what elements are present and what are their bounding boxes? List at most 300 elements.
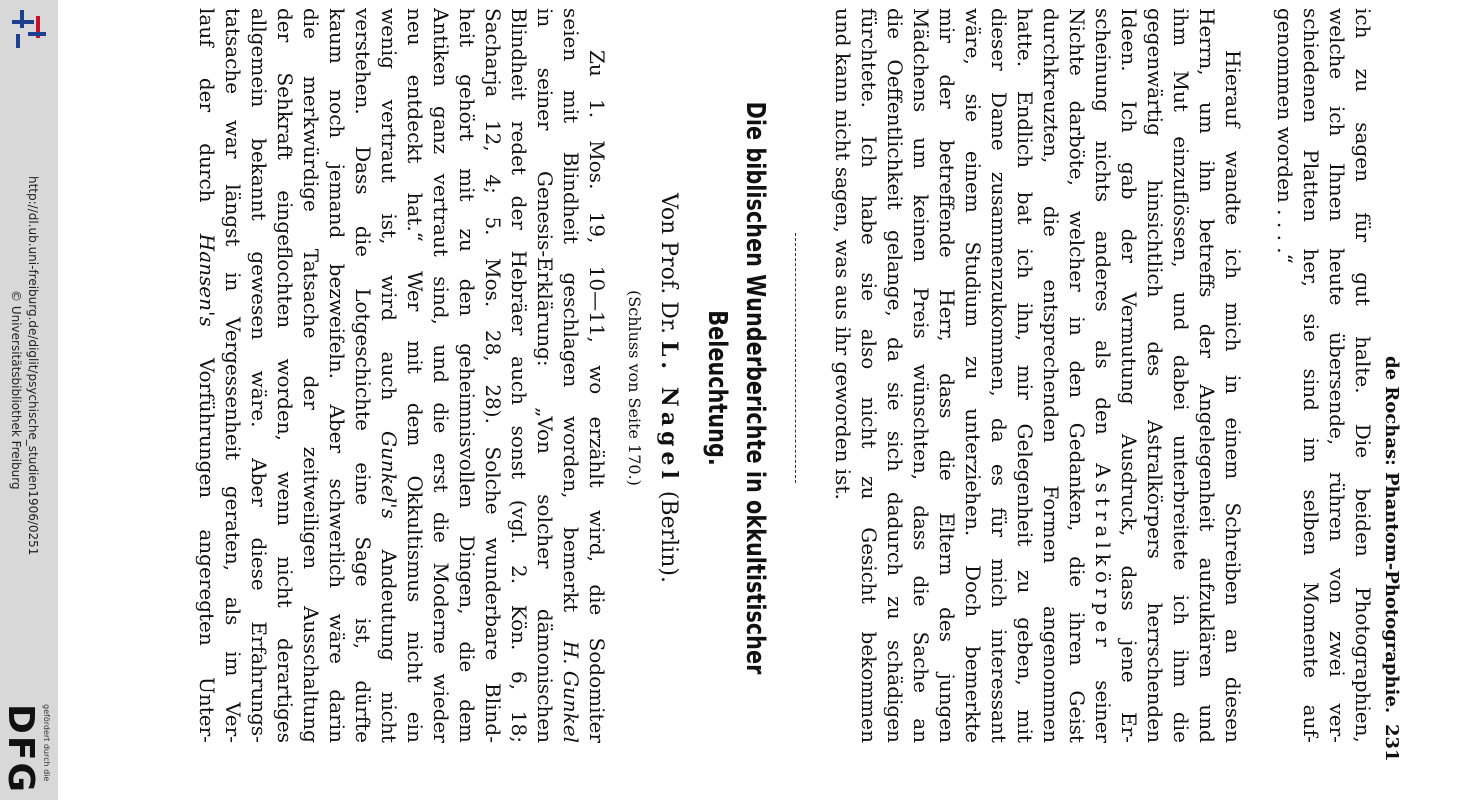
page-number: 231 (1381, 724, 1402, 762)
word: in (533, 8, 557, 28)
text-line (246, 8, 272, 743)
word: die (585, 584, 609, 616)
word: 6, (507, 671, 531, 691)
word: Wer (403, 270, 427, 312)
word: ist, (351, 618, 375, 650)
word: vertraut (377, 99, 401, 183)
word: mich (1221, 302, 1245, 352)
word: Platten (1299, 149, 1323, 222)
word: seiner (1091, 680, 1115, 743)
word: einem (961, 150, 985, 213)
word: derartiges (273, 637, 297, 743)
word: dem (403, 402, 427, 447)
text-line (1324, 8, 1350, 743)
word: Vermutung (1117, 292, 1141, 405)
word: mit (455, 168, 479, 202)
byline-suffix: (Berlin). (656, 483, 681, 583)
word: nicht (403, 631, 427, 683)
text-line (376, 8, 402, 743)
text-line (350, 8, 376, 743)
word: selben (1299, 489, 1323, 556)
byline-prefix: Von Prof. Dr. (656, 193, 681, 341)
word: den (1091, 397, 1115, 435)
text-line (1350, 8, 1376, 743)
text-line (830, 8, 856, 743)
text-line (532, 8, 558, 743)
word: welche (1325, 8, 1349, 80)
word: aufzuklären (1195, 557, 1219, 678)
word: zu (1351, 68, 1375, 93)
word: des (1143, 341, 1167, 377)
word: die (909, 575, 933, 607)
word: ich (1013, 248, 1037, 279)
word: in (1065, 316, 1089, 336)
word: als (1091, 340, 1115, 369)
word: (vgl. (507, 499, 531, 545)
word: die (935, 449, 959, 481)
word: mit (559, 89, 583, 124)
word: Blindheit (559, 151, 583, 245)
word: 19, (585, 211, 609, 244)
word: also (857, 328, 881, 370)
word: der (195, 77, 219, 113)
word: schädigen (883, 639, 907, 743)
word: erst (429, 452, 453, 493)
word: gab (1117, 162, 1141, 200)
word: mir (935, 8, 959, 43)
word: wünschten, (909, 363, 933, 481)
word: genommen worden . . . .“ (1273, 8, 1297, 264)
word: unterbreitete (1169, 434, 1193, 571)
word: ihm (1169, 8, 1193, 47)
running-header: de Rochas: Phantom-Photographie. (1381, 356, 1402, 714)
word: mich (987, 558, 1011, 608)
word: ich (1221, 248, 1245, 279)
word: dabei (1169, 354, 1193, 411)
word: Unter- (195, 676, 219, 743)
word: der (935, 74, 959, 109)
text-line (558, 8, 584, 743)
word: Eltern (935, 512, 959, 576)
word: ich (1351, 8, 1375, 39)
word: zu (857, 476, 881, 500)
word: eingeflochten (273, 190, 297, 329)
word: die (1065, 556, 1089, 588)
funded-by-label: gefördert durch die (42, 704, 51, 782)
word: als (221, 596, 245, 626)
word: nicht (377, 691, 401, 743)
word: Endlich (1013, 90, 1037, 169)
word: her, (1299, 248, 1323, 287)
word: Dame (987, 91, 1011, 151)
word: wird (377, 275, 401, 321)
word: Antiken (429, 8, 453, 87)
word: Studium (961, 241, 985, 328)
word: gewesen (247, 251, 271, 340)
word: entdeckt (403, 74, 427, 164)
word: Tatsache (299, 248, 323, 339)
word: eine (351, 462, 375, 506)
word: für (987, 507, 1011, 538)
word: sie (857, 272, 881, 302)
word: Er- (1117, 711, 1141, 743)
word: wenn (273, 471, 297, 527)
word: Ver- (221, 702, 245, 743)
word: Momente (1299, 582, 1323, 679)
word: wäre. (247, 370, 271, 428)
word: Photographien, (1351, 586, 1375, 743)
word: geben, (1013, 617, 1037, 686)
word: habe (857, 195, 881, 245)
word: Preis (909, 287, 933, 339)
word: 2. (507, 565, 531, 585)
word: Moderne (429, 562, 453, 654)
word: Mos. (481, 258, 505, 308)
word: wieder (429, 673, 453, 743)
word: den (1065, 360, 1089, 399)
word: jemand (325, 163, 349, 239)
word: der (1195, 323, 1219, 358)
word: jungen (935, 673, 959, 743)
word: bekannt (247, 138, 271, 221)
word: in (1221, 374, 1245, 395)
text-line (298, 8, 324, 743)
word: Oeffentlichkeit (883, 59, 907, 210)
text-line (194, 8, 220, 743)
word: Vergessenheit (221, 317, 245, 461)
word: 4; (481, 174, 505, 194)
word: H. Gunkel (559, 640, 583, 743)
word: „Von (533, 407, 557, 454)
word: 18; (507, 710, 531, 743)
word: solcher (533, 494, 557, 569)
word: 12, (481, 119, 505, 152)
word: angenommen (1039, 605, 1063, 743)
word: der (299, 375, 323, 410)
sidebar (0, 0, 58, 800)
word: an (909, 718, 933, 743)
word: die (351, 225, 375, 257)
word: Vorführungen (195, 357, 219, 499)
word: scheinung (1091, 8, 1115, 113)
word: angeregten (195, 529, 219, 646)
word: dass (935, 373, 959, 419)
word: sie (961, 93, 985, 123)
word: durch (195, 143, 219, 203)
word: heit (455, 8, 479, 48)
word: wird, (585, 509, 609, 563)
word: bat (1013, 191, 1037, 225)
text-line (882, 8, 908, 743)
word: Gunkel's (377, 431, 401, 519)
word: Herr, (935, 289, 959, 342)
word: des (935, 607, 959, 643)
word: die (299, 8, 323, 40)
word: ihn (1195, 160, 1219, 193)
word: entsprechenden (1039, 279, 1063, 443)
word: Mos. (585, 140, 609, 190)
word: Formen (1039, 485, 1063, 564)
document-url[interactable]: http://dl.ub.uni-freiburg.de/diglit/psychische_studien1906/0251 (26, 176, 40, 556)
word: Ich (857, 135, 881, 168)
word: Blindheit (507, 8, 531, 101)
word: diese (247, 537, 271, 591)
word: Zu (585, 50, 609, 77)
text-line (960, 8, 986, 743)
word: Hierauf (1221, 50, 1245, 128)
word: gelange, (883, 230, 907, 317)
word: und (1169, 291, 1193, 331)
word: gut (1351, 272, 1375, 306)
word: 5. (481, 216, 505, 236)
word: um (1195, 102, 1219, 134)
word: Lotgeschichte (351, 288, 375, 431)
word: die (429, 402, 453, 434)
word: auf- (1299, 704, 1323, 743)
word: jene (1117, 640, 1141, 683)
word: die (883, 8, 907, 40)
word: Gesicht (857, 527, 881, 604)
word: Erfahrungs- (247, 621, 271, 743)
word: Gelegenheit (1013, 423, 1037, 547)
word: ihren (1065, 612, 1089, 666)
word: Sehkraft (273, 72, 297, 160)
word: Ausdruck, (1117, 433, 1141, 537)
word: Andeutung (377, 549, 401, 661)
word: Nichte (1065, 8, 1089, 76)
word: da (987, 417, 1011, 443)
word: geraten, (221, 485, 245, 572)
word: welcher (1065, 210, 1089, 292)
word: Astralkörper (1091, 463, 1115, 652)
text-line (1142, 8, 1168, 743)
word: es (987, 463, 1011, 487)
word: bezweifeln. (325, 263, 349, 380)
text-line (1038, 8, 1064, 743)
word: an (1221, 628, 1245, 654)
word: mir (1013, 364, 1037, 400)
text-line (1220, 8, 1246, 743)
word: Doch (961, 565, 985, 618)
word: für (1351, 212, 1375, 243)
word: wäre, (961, 8, 985, 65)
word: geheimnisvollen (455, 343, 479, 509)
word: sind, (429, 276, 453, 325)
word: der (507, 195, 531, 230)
text-line (272, 8, 298, 743)
word: die (1169, 711, 1193, 743)
text-line (1194, 8, 1220, 743)
text-line (1298, 8, 1324, 743)
word: worden, (559, 415, 583, 499)
word: betreffende (935, 140, 959, 258)
text-line (428, 8, 454, 743)
word: mit (1013, 709, 1037, 743)
text-line (1116, 8, 1142, 743)
word: der (273, 8, 297, 43)
word: 10—11, (585, 265, 609, 343)
word: übersende, (1325, 332, 1349, 446)
text-line (454, 8, 480, 743)
word: der (1117, 228, 1141, 263)
university-library-logo-icon (6, 6, 52, 52)
word: Herrn, (1195, 8, 1219, 76)
word: bemerkt (559, 527, 583, 613)
text-line (324, 8, 350, 743)
word: vertraut (429, 173, 453, 257)
word: merkwürdige (299, 75, 323, 212)
word: schwerlich (325, 478, 349, 589)
word: einzuflössen, (1169, 136, 1193, 268)
word: die (455, 641, 479, 673)
word: Die (1351, 423, 1375, 459)
word: halte. (1351, 336, 1375, 394)
text-line (934, 8, 960, 743)
word: auch (377, 351, 401, 401)
word: hatte. (1013, 8, 1037, 68)
word: Kön. (507, 604, 531, 651)
text-line (584, 8, 610, 743)
word: sie (883, 382, 907, 411)
word: sie (1299, 313, 1323, 343)
word: dass (1117, 565, 1141, 611)
word: seiner (533, 67, 557, 131)
word: ver- (1325, 703, 1349, 743)
word: sind (1299, 368, 1323, 411)
text-line (1272, 8, 1298, 743)
word: sonst (507, 425, 531, 480)
word: Hebräer (507, 250, 531, 336)
word: zu (883, 596, 907, 620)
word: Sacharja (481, 8, 505, 98)
word: Astralkörpers (1143, 419, 1167, 559)
word: Schreiben (1221, 502, 1245, 606)
word: ganz (429, 106, 453, 155)
word: 28, (481, 329, 505, 362)
word: und (429, 344, 453, 383)
text-line (480, 8, 506, 743)
text-line (220, 8, 246, 743)
word: sich (883, 430, 907, 472)
word: noch (325, 89, 349, 139)
word: da (883, 337, 907, 362)
word: wo (585, 365, 609, 395)
word: Geist (1065, 690, 1089, 743)
word: war (221, 119, 245, 159)
word: interessant (987, 628, 1011, 743)
word: redet (507, 120, 531, 176)
word: anderes (1091, 230, 1115, 312)
text-line (986, 8, 1012, 743)
word: Sache (909, 631, 933, 694)
word: Solche (481, 446, 505, 515)
word: schiedenen (1299, 8, 1323, 123)
word: zu (1013, 570, 1037, 594)
article-title: Die biblischen Wunderberichte in okkultistischer (740, 101, 770, 675)
text-line (1168, 8, 1194, 743)
word: von (1325, 568, 1349, 605)
text-line (856, 8, 882, 743)
word: rühren (1325, 471, 1349, 542)
word: dadurch (883, 491, 907, 576)
word: heute (1325, 248, 1349, 306)
word: betreffs (1195, 218, 1219, 298)
word: dem (455, 699, 479, 743)
text-line (506, 8, 532, 743)
word: bemerkte (961, 645, 985, 743)
word: gegenwärtig (1143, 8, 1167, 136)
word: diesen (1221, 676, 1245, 743)
word: durchkreuzten, (1039, 8, 1063, 164)
word: in (221, 272, 245, 292)
word: ist, (377, 213, 401, 245)
word: Aber (247, 458, 271, 507)
word: auch (507, 356, 531, 405)
word: darböte, (1065, 100, 1089, 187)
author-byline (656, 8, 682, 768)
word: mit (403, 340, 427, 374)
word: bekommen (857, 631, 881, 743)
word: beiden (1351, 488, 1375, 557)
copyright-notice: © Universitätsbibliothek Freiburg (9, 290, 23, 490)
word: wäre (325, 613, 349, 665)
word: dürfte (351, 680, 375, 743)
word: geschlagen (559, 272, 583, 388)
word: nicht (273, 556, 297, 608)
word: herrschenden (1143, 602, 1167, 743)
word: Ideen. (1117, 8, 1141, 72)
author-name: L. Nagel (656, 340, 682, 484)
word: ihn, (1013, 302, 1037, 342)
word: wunderbare (481, 537, 505, 661)
word: Ihnen (1325, 163, 1349, 222)
word: um (909, 137, 933, 170)
word: fürchtete. (857, 8, 881, 109)
word: zwei (1325, 630, 1349, 677)
word: verstehen. (351, 8, 375, 115)
word: allgemein (247, 8, 271, 108)
word: dieser (987, 8, 1011, 71)
text-line (908, 8, 934, 743)
word: hat.“ (403, 192, 427, 242)
dfg-logo: DFG (0, 704, 41, 795)
word: Genesis-Erklärung: (533, 170, 557, 367)
word: den (455, 278, 479, 317)
word: Ausschaltung (299, 606, 323, 743)
word: Gedanken, (1065, 422, 1089, 532)
word: 28). (481, 384, 505, 424)
word: Dingen, (455, 535, 479, 615)
text-line (402, 8, 428, 743)
word: ich (1325, 105, 1349, 137)
word: wenig (377, 8, 401, 70)
word: worden, (273, 358, 297, 442)
word: ihm (1169, 649, 1193, 688)
word: Ich (1117, 100, 1141, 133)
word: die (429, 511, 453, 544)
word: hinsichtlich (1143, 179, 1167, 298)
word: dass (909, 505, 933, 551)
word: im (221, 651, 245, 677)
text-line (1090, 8, 1116, 743)
word: im (1299, 437, 1323, 463)
word: gehört (455, 74, 479, 142)
word: zu (455, 228, 479, 252)
word: ein (403, 711, 427, 743)
word: neu (403, 8, 427, 46)
word: kaum (325, 8, 349, 64)
word: zusammenzukommen, (987, 171, 1011, 397)
